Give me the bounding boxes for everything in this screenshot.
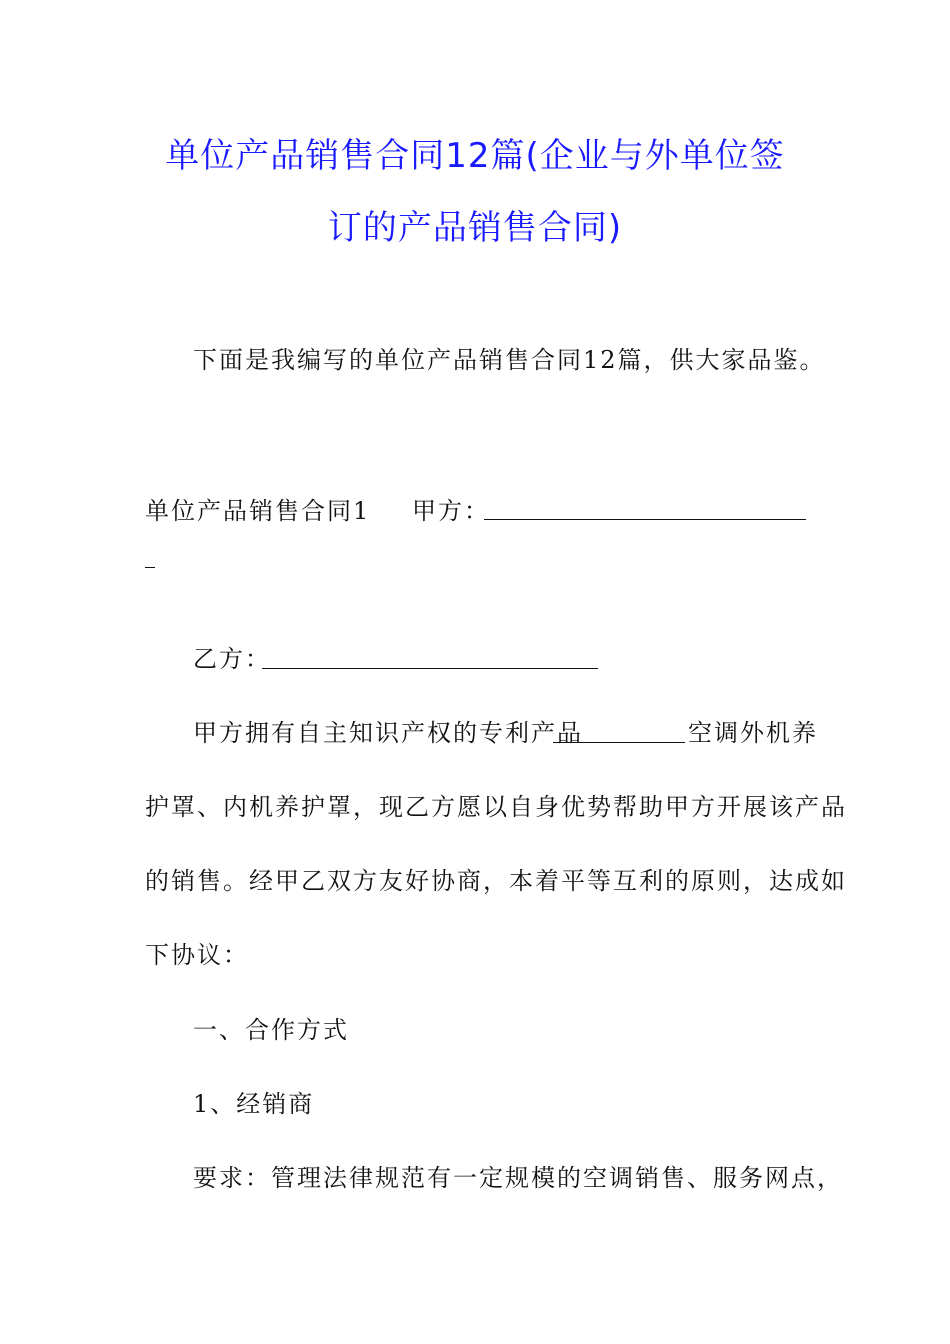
- contract-1-heading: 单位产品销售合同1: [145, 497, 371, 525]
- requirement-line: 要求：管理法律规范有一定规模的空调销售、服务网点，: [193, 1164, 843, 1192]
- product-name-blank: [553, 716, 685, 743]
- section-heading-cooperation: 一、合作方式: [193, 1016, 349, 1044]
- document-title-line-1: 单位产品销售合同12篇(企业与外单位签: [165, 136, 785, 176]
- item-distributor: 1、经销商: [193, 1090, 315, 1118]
- party-b-blank: [262, 642, 598, 669]
- party-a-label: 甲方：: [412, 497, 490, 525]
- paragraph-1-line-1a: 甲方拥有自主知识产权的专利产品: [193, 719, 583, 747]
- party-b-label: 乙方：: [193, 645, 271, 673]
- paragraph-1-line-2: 护罩、内机养护罩，现乙方愿以自身优势帮助甲方开展该产品: [145, 793, 847, 821]
- intro-paragraph: 下面是我编写的单位产品销售合同12篇，供大家品鉴。: [193, 346, 826, 374]
- party-a-blank: [484, 493, 806, 520]
- paragraph-1-line-3: 的销售。经甲乙双方友好协商，本着平等互利的原则，达成如: [145, 867, 847, 895]
- party-a-blank-continuation: [145, 541, 155, 568]
- paragraph-1-line-1b: 空调外机养: [688, 719, 818, 747]
- paragraph-1-line-4: 下协议：: [145, 941, 249, 969]
- document-title-line-2: 订的产品销售合同): [327, 208, 623, 248]
